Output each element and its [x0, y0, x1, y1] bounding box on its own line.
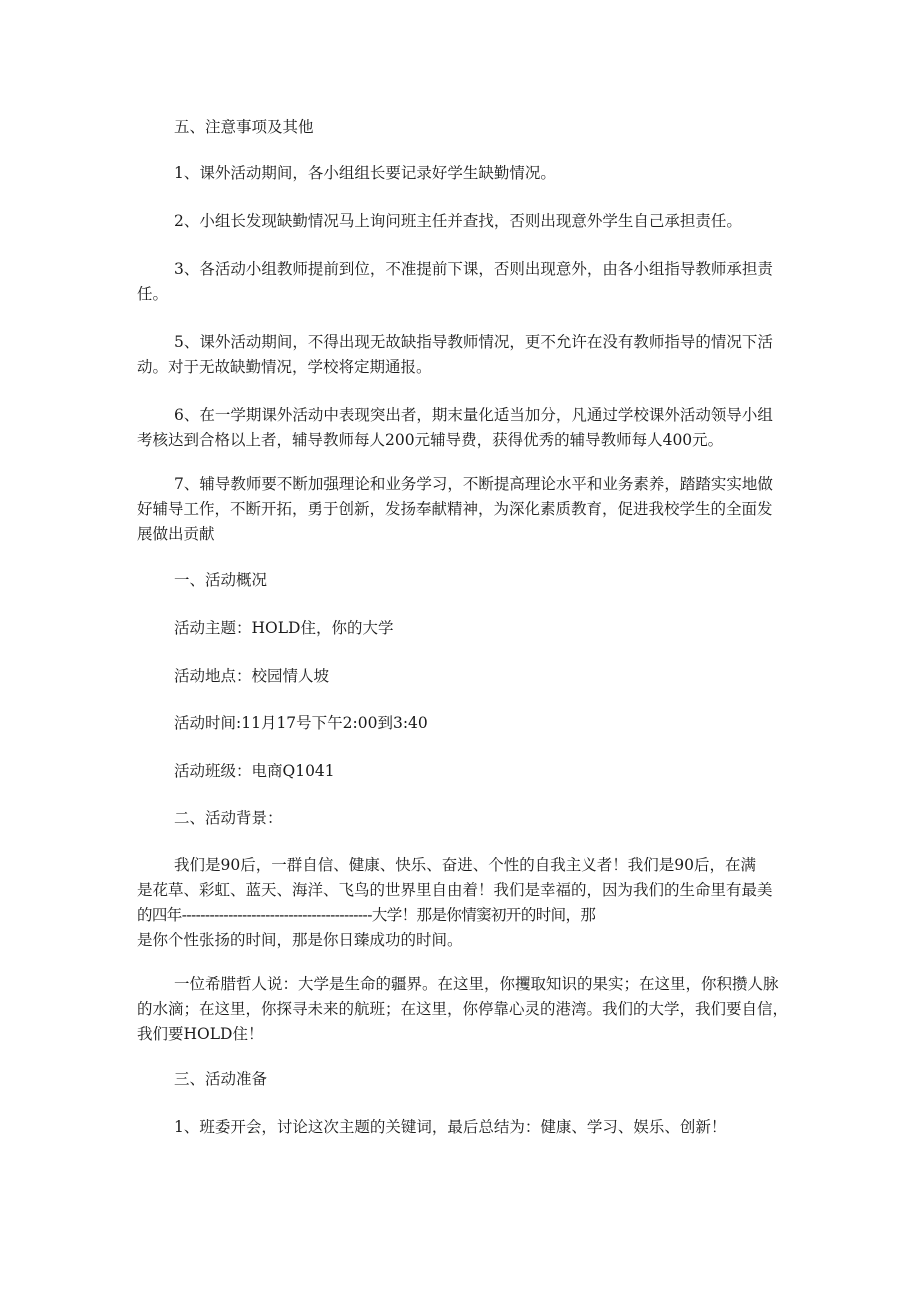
text-line: 活动班级：电商Q1041 [174, 762, 335, 780]
text-line: 动。对于无故缺勤情况，学校将定期通报。 [137, 358, 432, 376]
text-line: 考核达到合格以上者，辅导教师每人200元辅导费，获得优秀的辅导教师每人400元。 [137, 431, 724, 449]
text-line: 6、在一学期课外活动中表现突出者，期末量化适当加分，凡通过学校课外活动领导小组 [174, 406, 773, 424]
paragraph-item-3 [137, 257, 791, 307]
text-line: 2、小组长发现缺勤情况马上询问班主任并查找，否则出现意外学生自己承担责任。 [174, 212, 742, 230]
activity-location [137, 664, 791, 689]
text-line: 一、活动概况 [174, 571, 268, 589]
paragraph-item-2 [137, 209, 791, 234]
text-line: 是你个性张扬的时间，那是你日臻成功的时间。 [137, 931, 463, 949]
background-paragraph-1 [137, 853, 791, 953]
text-line: 1、课外活动期间，各小组组长要记录好学生缺勤情况。 [174, 164, 556, 182]
text-line: 我们是90后，一群自信、健康、快乐、奋进、个性的自我主义者！我们是90后，在满 [174, 856, 756, 874]
text-line: 1、班委开会，讨论这次主题的关键词，最后总结为：健康、学习、娱乐、创新！ [174, 1118, 727, 1136]
text-line: 5、课外活动期间，不得出现无故缺指导教师情况，更不允许在没有教师指导的情况下活 [174, 333, 773, 351]
text-line: 二、活动背景： [174, 809, 283, 827]
paragraph-item-6 [137, 403, 791, 453]
text-line: 我们要HOLD住！ [137, 1025, 264, 1043]
paragraph-item-5 [137, 330, 791, 380]
text-line: 3、各活动小组教师提前到位，不准提前下课，否则出现意外，由各小组指导教师承担责 [174, 260, 773, 278]
text-line: 的水滴；在这里，你探寻未来的航班；在这里，你停靠心灵的港湾。我们的大学，我们要自信， [137, 1000, 789, 1018]
text-line: 活动地点：校园情人坡 [174, 667, 330, 685]
text-line: 活动主题：HOLD住，你的大学 [174, 619, 394, 637]
text-line: 三、活动准备 [174, 1070, 268, 1088]
paragraph-item-7 [137, 472, 791, 547]
section-heading-five [137, 115, 791, 140]
background-paragraph-2 [137, 972, 791, 1047]
text-line: 好辅导工作，不断开拓，勇于创新，发扬奉献精神，为深化素质教育，促进我校学生的全面发 [137, 500, 773, 518]
text-line: 的四年-----------------------------------------大学！那是你情窦初开的时间，那 [137, 906, 596, 924]
text-line: 是花草、彩虹、蓝天、海洋、飞鸟的世界里自由着！我们是幸福的，因为我们的生命里有最美 [137, 881, 773, 899]
activity-class [137, 759, 791, 784]
paragraph-item-1 [137, 161, 791, 186]
section-heading-two [137, 806, 791, 831]
preparation-item-1 [137, 1115, 791, 1140]
section-heading-three [137, 1067, 791, 1092]
text-line: 一位希腊哲人说：大学是生命的疆界。在这里，你攫取知识的果实；在这里，你积攒人脉 [174, 975, 779, 993]
text-line: 任。 [137, 285, 169, 303]
text-line: 展做出贡献 [137, 525, 215, 543]
section-heading-one [137, 568, 791, 593]
activity-time [137, 711, 791, 736]
text-line: 活动时间:11月17号下午2:00到3:40 [174, 714, 428, 732]
text-line: 7、辅导教师要不断加强理论和业务学习，不断提高理论水平和业务素养，踏踏实实地做 [174, 475, 773, 493]
text-line: 五、注意事项及其他 [174, 118, 314, 136]
activity-theme [137, 616, 791, 641]
